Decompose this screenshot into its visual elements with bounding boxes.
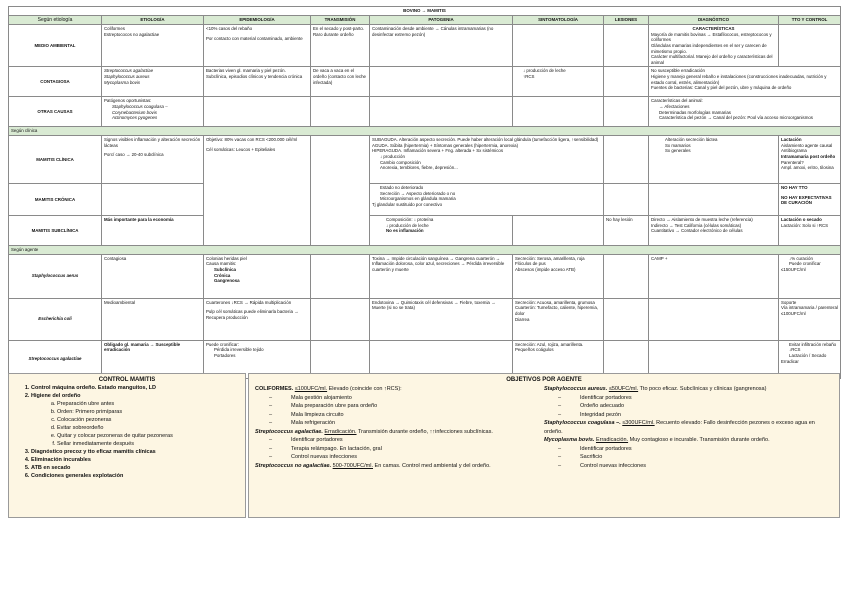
header-transmision: TRANSMISIÓN bbox=[311, 15, 370, 24]
row-label: CONTAGIOSA bbox=[9, 67, 102, 97]
row-medio-ambiental bbox=[9, 25, 841, 67]
row-label: Escherichia coli bbox=[9, 298, 102, 340]
list-item: – Identificar portadores bbox=[255, 436, 538, 445]
cell-diagnostico: CARACTERÍSTICAS Mayoría de mamitis bovinas → Estafilococos, estreptococos y coliformes Glándulas mamarias independientes en el ser y carecen de mimetismo propio. Carácter multifactorial. Manejo del ordeño y características del animal bbox=[649, 25, 779, 67]
row-label: MAMITIS SUBCLÍNICA bbox=[9, 216, 102, 246]
header-lesiones: LESIONES bbox=[604, 15, 649, 24]
section-clinica: Según clínica bbox=[9, 127, 841, 136]
cell-diagnostico: No susceptible erradicación Higiene y manejo general rebaño e instalaciones (construcciones inadecuadas, nutrición y estado corral, estrés, alimentación) Fuentes de bacterias: Canal y piel del pezón, ubre y máquina de ordeño bbox=[649, 67, 841, 97]
cell-etiologia: Signos visibles inflamación y alteración secreción lácteas Porc/ caso → 20-40 subclínica bbox=[102, 136, 204, 184]
cell-patogenia: Toxina → Impide circulación sanguínea → Gangrena cuarterón → Inflamación dolorosa, color azul, secreciones → Pérdida irreversible cuarterón y muerte bbox=[370, 254, 513, 298]
cell-lesiones bbox=[604, 298, 649, 340]
row-escherichia-coli bbox=[9, 298, 841, 340]
cell-etiologia: Medioambiental bbox=[102, 298, 204, 340]
cell-transmision: En el secado y post-parto. Raro durante ordeño bbox=[311, 25, 370, 67]
objetivos-box bbox=[248, 373, 840, 518]
list-item: – Identificar portadores bbox=[544, 445, 827, 454]
row-staphylococcus bbox=[9, 254, 841, 298]
header-etiologia: ETIOLOGÍA bbox=[102, 15, 204, 24]
cell-diagnostico: Alteración secreción láctea Sx mamarios Sx generales bbox=[649, 136, 779, 184]
cell-diagnostico bbox=[649, 298, 779, 340]
cell-etiologia: Patógenos oportunistas: Staphylococcus coagulasa – Corynebacterium bovis Actinomyces pyogenes bbox=[102, 97, 204, 127]
sub-list bbox=[31, 401, 245, 449]
header-patogenia: PATOGENIA bbox=[370, 15, 513, 24]
cell-epidemiologia: <10% casos del rebaño Por contacto con material contaminado, ambiente bbox=[204, 25, 311, 67]
control-title: CONTROL MAMITIS bbox=[98, 377, 156, 383]
cell-epidemiologia: Bacterias viven gl. mamaria y piel pezón. Subclínica, episodios clínicos y tendencia crónica bbox=[204, 67, 311, 97]
row-mamitis-subclinica bbox=[9, 216, 841, 246]
list-item: c. Colocación pezoneras bbox=[57, 417, 245, 425]
objetivos-left-column: COLIFORMES. ≤100UFC/ml. Elevado (coincide con ↑RCS): – Mala gestión alojamiento – Mala preparación ubre para ordeño – Mala limpieza circuito – Mala refrigeración Streptococcus agalactiae. Erradicación. Transmisión durante ordeño, ↑↑infecciones subclínicas. – Identificar portadores – Terapia relámpago. En lactación, gral – Control nuevas infecciones Streptococcus no agalactiae. 500-700UFC/ml. En camas. Control med ambiental y del ordeño. bbox=[255, 385, 544, 470]
header-tto: TTO Y CONTROL bbox=[779, 15, 841, 24]
header-sintomatologia: SINTOMATOLOGÍA bbox=[513, 15, 604, 24]
cell-sintomatologia: Secreción: Azul, rojiza, amarillenta. Pequeños coágulos bbox=[513, 340, 604, 378]
cell-etiologia bbox=[102, 184, 204, 216]
cell-etiologia: Streptococcus agalactiae Staphylococcus aureus Mycoplasma bovis bbox=[102, 67, 204, 97]
cell-sintomatologia: Secreción: Acuosa, amarillenta, grumosa Cuarterón: Tumefacto, caliente, hiperemia, dolor Diarrea bbox=[513, 298, 604, 340]
cell-lesiones bbox=[604, 97, 649, 127]
list-item: 3. Diagnóstico precoz y tto eficaz mamitis clínicas bbox=[31, 449, 245, 457]
cell-epidemiologia: Cuarterones ↓RCS → Rápida multiplicación Pulp cél somáticas puede eliminarla bacteria → Recupera producción bbox=[204, 298, 311, 340]
cell-tto: ↓% curación Puede cronificar ≤150UFC/ml bbox=[779, 254, 841, 298]
cell-diagnostico: CAMP + bbox=[649, 254, 779, 298]
list-item: – Mala gestión alojamiento bbox=[255, 394, 538, 403]
cell-tto: NO HAY TTO NO HAY EXPECTATIVAS DE CURACIÓN bbox=[779, 184, 841, 216]
row-label: Staphylococcus aerus bbox=[9, 254, 102, 298]
row-mamitis-cronica bbox=[9, 184, 841, 216]
cell-epidemiologia: Objetivo: 80% vacas con RCS <200.000 cél/ml Cél somáticas: Leucos + Epiteliales bbox=[204, 136, 311, 246]
cell-sintomatologia bbox=[513, 216, 604, 246]
main-table bbox=[8, 6, 841, 379]
header-etiologia-group: Según etiología bbox=[9, 15, 102, 24]
cell-patogenia: Endotoxina → Quimiotaxis cél defensivas → Fiebre, toxemia → Muerte (si no se trata) bbox=[370, 298, 513, 340]
list-item: – Mala limpieza circuito bbox=[255, 411, 538, 420]
cell-lesiones bbox=[604, 136, 649, 184]
cell-tto bbox=[779, 25, 841, 67]
cell-diagnostico bbox=[649, 184, 779, 216]
list-item: – Terapia relámpago. En lactación, gral bbox=[255, 445, 538, 454]
cell-etiologia: Contagiosa bbox=[102, 254, 204, 298]
list-item: 1. Control máquina ordeño. Estado manguitos, LD bbox=[31, 385, 245, 393]
row-label: MEDIO AMBIENTAL bbox=[9, 25, 102, 67]
cell-patogenia bbox=[370, 97, 513, 127]
list-item: b. Orden: Primero primíparas bbox=[57, 409, 245, 417]
cell-lesiones bbox=[604, 254, 649, 298]
row-contagiosa bbox=[9, 67, 841, 97]
row-label: MAMITIS CLÍNICA bbox=[9, 136, 102, 184]
control-mamitis-box bbox=[8, 373, 246, 518]
section-agente: Según agente bbox=[9, 246, 841, 255]
cell-sintomatologia bbox=[513, 25, 604, 67]
objetivos-right-column: Staphylococcus aureus. ≤50UFC/ml. Tto poco eficaz. Subclínicas y clínicas (gangrenosa) – Identificar portadores – Ordeño adecuado – Integridad pezón Staphylococcus coagulasa –. ≤300UFC/ml. Recuento elevado: Fallo desinfección pezones o exceso agua en ordeño. Mycoplasma bovis. Erradicación. Muy contagioso e incurable. Transmisión durante ordeño. – Identificar portadores – Sacrificio – Control nuevas infecciones bbox=[544, 385, 833, 470]
cell-patogenia: Estado no deteriorado Secreción → Aspecto deteriorado o no Microorganismos en glándula mamaria Tj glandular sustituido por conectivo bbox=[370, 184, 604, 216]
list-item: – Integridad pezón bbox=[544, 411, 827, 420]
cell-sintomatologia bbox=[513, 97, 604, 127]
cell-diagnostico: Características del animal: → Afectaciones Determinadas morfologías mamarias Característica del pezón → Canal del pezón: Pool vía acceso microorganismos bbox=[649, 97, 841, 127]
cell-sintomatologia: ↓ producción de leche ↑RCS bbox=[513, 67, 604, 97]
list-item: – Mala refrigeración bbox=[255, 419, 538, 428]
row-label: MAMITIS CRÓNICA bbox=[9, 184, 102, 216]
cell-tto: Lactación o secado Lactación: Solo si ↑RCS bbox=[779, 216, 841, 246]
list-item: 5. ATB en secado bbox=[31, 465, 245, 473]
cell-etiologia: Coliformes Estreptococos no agalactiae bbox=[102, 25, 204, 67]
row-mamitis-clinica bbox=[9, 136, 841, 184]
list-item: – Sacrificio bbox=[544, 453, 827, 462]
list-item: – Ordeño adecuado bbox=[544, 402, 827, 411]
cell-patogenia: SUBAGUDA. Alteración aspecto secreción. Puede haber alteración local glándula (tumefacción ligera, ↑sensibilidad) AGUDA. Súbita (hipertermia) + Síntomas generales (hipertermia, anorexia) HIPERAGUDA. Inflamación severa + Fng. alterada + Sx sistémicos ↓ producción Cambio composición Anorexia, temblores, fiebre, depresión... bbox=[370, 136, 604, 184]
list-item: f. Sellar inmediatamente después bbox=[57, 441, 245, 449]
cell-transmision bbox=[311, 298, 370, 340]
list-item: 4. Eliminación incurables bbox=[31, 457, 245, 465]
cell-epidemiologia: Colonias heridas piel Causa mamitis: Subclínica Crónica Gangrenosa bbox=[204, 254, 311, 298]
mamitis-summary-table bbox=[8, 6, 840, 379]
cell-lesiones bbox=[604, 184, 649, 216]
cell-patogenia: Contaminación desde ambiente → Cánulas intramamarias (no desinfectar extremo pezón) bbox=[370, 25, 513, 67]
bottom-panels bbox=[8, 373, 840, 518]
row-label: OTRAS CAUSAS bbox=[9, 97, 102, 127]
cell-patogenia bbox=[370, 67, 513, 97]
cell-lesiones: No hay lesión bbox=[604, 216, 649, 246]
list-item: 6. Condiciones generales explotación bbox=[31, 473, 245, 481]
header-diagnostico: DIAGNÓSTICO bbox=[649, 15, 779, 24]
list-item: – Identificar portadores bbox=[544, 394, 827, 403]
cell-transmision bbox=[311, 97, 370, 127]
cell-epidemiologia: Puede cronificar: Pérdida irreversible tejido Portadores bbox=[204, 340, 311, 378]
cell-epidemiologia bbox=[204, 97, 311, 127]
cell-transmision bbox=[311, 136, 370, 246]
cell-lesiones bbox=[604, 25, 649, 67]
list-item: – Control nuevas infecciones bbox=[255, 453, 538, 462]
control-list bbox=[9, 385, 245, 481]
cell-patogenia: Composición: ↓ proteína ↓ producción de leche No es inflamación bbox=[370, 216, 513, 246]
row-otras-causas bbox=[9, 97, 841, 127]
cell-transmision bbox=[311, 254, 370, 298]
list-item: d. Evitar sobreordeño bbox=[57, 425, 245, 433]
cell-diagnostico: Directo → Aislamiento de muestra leche (referencia) Indirecto → Test California (células somáticas) Cuantitativo → Contador electrónico de células bbox=[649, 216, 779, 246]
list-item: – Control nuevas infecciones bbox=[544, 462, 827, 471]
table-title: BOVINO → MAMITIS bbox=[9, 7, 841, 16]
list-item: – Mala preparación ubre para ordeño bbox=[255, 402, 538, 411]
cell-lesiones bbox=[604, 67, 649, 97]
list-item: 2. Higiene del ordeño a. Preparación ubre antes b. Orden: Primero primíparas c. Colocación pezoneras d. Evitar sobreordeño e. Quitar y colocar pezoneras de quitar pezoneras f. Sellar inmediatamente después bbox=[31, 393, 245, 449]
cell-tto: Evitar infiltración rebaño ↓RCS Lactación / Secado Erradicar bbox=[779, 340, 841, 378]
cell-sintomatologia: Secreción: Serosa, amarillenta, roja Flóculos de pus Abscesos (impide acceso ATB) bbox=[513, 254, 604, 298]
header-epidemiologia: EPIDEMIOLOGÍA bbox=[204, 15, 311, 24]
list-item: a. Preparación ubre antes bbox=[57, 401, 245, 409]
objetivos-title: OBJETIVOS POR AGENTE bbox=[506, 377, 582, 383]
cell-etiologia: Más importante para la economía bbox=[102, 216, 204, 246]
cell-transmision: De vaca a vaca en el ordeño (contacto con leche infectada) bbox=[311, 67, 370, 97]
row-label: Streptococcus agalactiae bbox=[9, 340, 102, 378]
list-item: e. Quitar y colocar pezoneras de quitar pezoneras bbox=[57, 433, 245, 441]
cell-etiologia: Obligado gl. mamaria → Susceptible erradicación bbox=[102, 340, 204, 378]
cell-tto: Soporte Vía intramamaria / parenteral ≤100UFC/ml bbox=[779, 298, 841, 340]
cell-tto: Lactación Aislamiento agente causal Antibiograma Intramamaria post ordeño Parenteral? Ampl. amoxi, eritro, tilosina bbox=[779, 136, 841, 184]
